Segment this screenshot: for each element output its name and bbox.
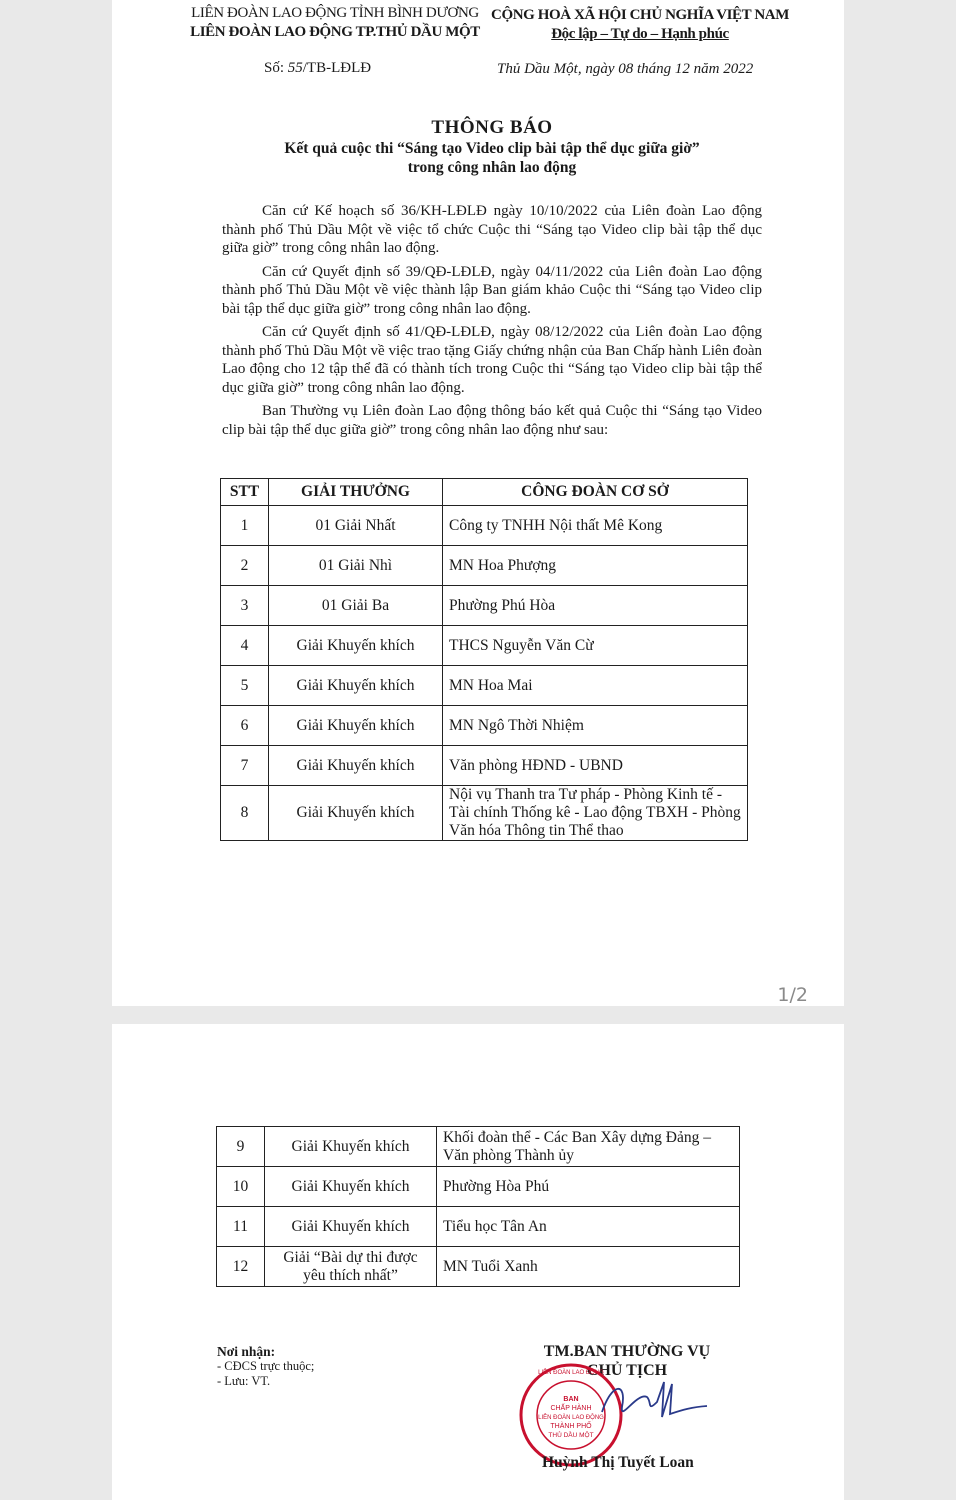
org-line-1: LIÊN ĐOÀN LAO ĐỘNG TỈNH BÌNH DƯƠNG bbox=[191, 5, 479, 21]
table-row: 2 01 Giải Nhì MN Hoa Phượng bbox=[221, 546, 748, 586]
document-number: Số: 55/TB-LĐLĐ bbox=[264, 60, 372, 76]
document-subtitle: Kết quả cuộc thi “Sáng tạo Video clip bài tập thể dục giữa giờ” trong công nhân lao động bbox=[284, 140, 700, 176]
stamp-line: BAN bbox=[563, 1396, 579, 1403]
header-union: CÔNG ĐOÀN CƠ SỞ bbox=[443, 479, 748, 506]
table-row: 3 01 Giải Ba Phường Phú Hòa bbox=[221, 586, 748, 626]
table-header-row bbox=[221, 479, 748, 506]
recipient-item: - Lưu: VT. bbox=[217, 1374, 271, 1388]
results-table-continued bbox=[216, 1126, 740, 1287]
document-date: Thủ Dầu Một, ngày 08 tháng 12 năm 2022 bbox=[497, 61, 754, 77]
nation-line-2: Độc lập – Tự do – Hạnh phúc bbox=[551, 26, 729, 42]
table-row: 4 Giải Khuyến khích THCS Nguyễn Văn Cừ bbox=[221, 626, 748, 666]
signer-name: Huỳnh Thị Tuyết Loan bbox=[542, 1454, 694, 1471]
table-row: 6 Giải Khuyến khích MN Ngô Thời Nhiệm bbox=[221, 706, 748, 746]
table-row: 1 01 Giải Nhất Công ty TNHH Nội thất Mê Kong bbox=[221, 506, 748, 546]
table-row: 12 Giải “Bài dự thi được yêu thích nhất” MN Tuổi Xanh bbox=[217, 1247, 740, 1287]
stamp-line: LIÊN ĐOÀN LAO ĐỘNG bbox=[538, 1415, 604, 1421]
signature-position: CHỦ TỊCH bbox=[586, 1362, 668, 1379]
document-page-2 bbox=[112, 1024, 844, 1500]
page-indicator: 1/2 bbox=[777, 984, 808, 1006]
table-row: 8 Giải Khuyến khích Nội vụ Thanh tra Tư pháp - Phòng Kinh tế - Tài chính Thống kê - Lao động TBXH - Phòng Văn hóa Thông tin Thể thao bbox=[221, 786, 748, 841]
stamp-line: THÀNH PHỐ bbox=[550, 1423, 592, 1430]
recipient-item: - CĐCS trực thuộc; bbox=[217, 1359, 315, 1373]
document-body bbox=[222, 202, 762, 444]
recipients-heading: Nơi nhận: bbox=[217, 1344, 276, 1359]
signature-title: TM.BAN THƯỜNG VỤ bbox=[543, 1343, 711, 1360]
org-line-2: LIÊN ĐOÀN LAO ĐỘNG TP.THỦ DẦU MỘT bbox=[190, 24, 480, 40]
results-table bbox=[220, 478, 748, 841]
table-row: 7 Giải Khuyến khích Văn phòng HĐND - UBND bbox=[221, 746, 748, 786]
header-stt: STT bbox=[221, 479, 269, 506]
stamp-line: LIÊN ĐOÀN LAO ĐỘNG bbox=[538, 1370, 604, 1376]
doc-number-value: 55 bbox=[287, 60, 303, 76]
nation-line-1: CỘNG HOÀ XÃ HỘI CHỦ NGHĨA VIỆT NAM bbox=[491, 7, 789, 23]
document-page-1 bbox=[112, 0, 844, 1006]
paragraph: Ban Thường vụ Liên đoàn Lao động thông báo kết quả Cuộc thi “Sáng tạo Video clip bài tập thể dục giữa giờ” trong công nhân lao động như sau: bbox=[222, 403, 762, 438]
recipients bbox=[217, 1344, 314, 1389]
national-motto bbox=[490, 6, 790, 44]
table-row: 5 Giải Khuyến khích MN Hoa Mai bbox=[221, 666, 748, 706]
paragraph: Căn cứ Quyết định số 41/QĐ-LĐLĐ, ngày 08/12/2022 của Liên đoàn Lao động thành phố Thủ Dầu Một về việc trao tặng Giấy chứng nhận của Ban Chấp hành Liên đoàn Lao động cho 12 tập thể đã có thành tích trong Cuộc thi “Sáng tạo Video clip bài tập thể dục giữa giờ” trong công nhân lao động. bbox=[222, 324, 762, 396]
paragraph: Căn cứ Quyết định số 39/QĐ-LĐLĐ, ngày 04/11/2022 của Liên đoàn Lao động thành phố Thủ Dầu Một về việc thành lập Ban giám khảo Cuộc thi “Sáng tạo Video clip bài tập thể dục giữa giờ” trong công nhân lao động. bbox=[222, 263, 762, 317]
paragraph: Căn cứ Kế hoạch số 36/KH-LĐLĐ ngày 10/10/2022 của Liên đoàn Lao động thành phố Thủ Dầu Một về việc tổ chức Cuộc thi “Sáng tạo Video clip bài tập thể dục giữa giờ” trong công nhân lao động. bbox=[222, 203, 762, 256]
handwritten-signature-icon bbox=[592, 1372, 712, 1432]
document-title: THÔNG BÁO bbox=[431, 117, 553, 138]
table-row: 9 Giải Khuyến khích Khối đoàn thể - Các Ban Xây dựng Đảng – Văn phòng Thành ủy bbox=[217, 1127, 740, 1167]
stamp-line: CHẤP HÀNH bbox=[550, 1405, 592, 1412]
issuing-organization bbox=[190, 4, 480, 42]
table-row: 10 Giải Khuyến khích Phường Hòa Phú bbox=[217, 1167, 740, 1207]
table-row: 11 Giải Khuyến khích Tiểu học Tân An bbox=[217, 1207, 740, 1247]
stamp-line: THỦ DẦU MỘT bbox=[548, 1432, 594, 1439]
header-award: GIẢI THƯỞNG bbox=[269, 479, 443, 506]
